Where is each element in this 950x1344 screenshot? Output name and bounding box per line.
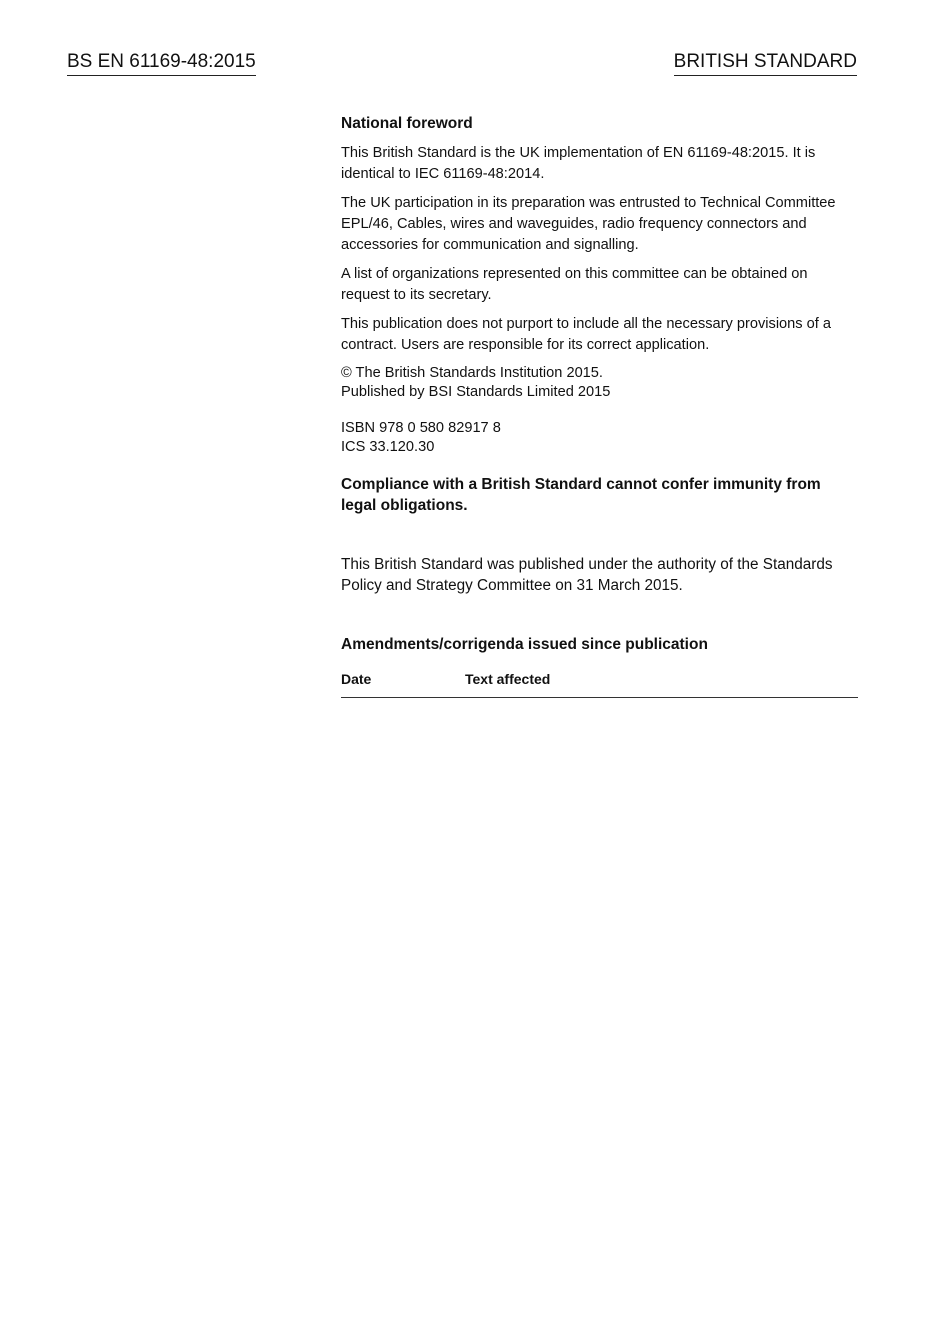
copyright-block bbox=[341, 364, 858, 402]
standard-number: BS EN 61169-48:2015 bbox=[67, 50, 256, 76]
authority-statement: This British Standard was published under the authority of the Standards Policy and Strategy Committee on 31 March 2015. bbox=[341, 556, 833, 594]
column-header-text-affected: Text affected bbox=[465, 671, 551, 687]
identifiers-block bbox=[341, 419, 858, 457]
compliance-notice: Compliance with a British Standard cannot confer immunity from legal obligations. bbox=[341, 476, 821, 514]
ics-code: ICS 33.120.30 bbox=[341, 439, 435, 455]
copyright-notice: © The British Standards Institution 2015. bbox=[341, 365, 603, 381]
foreword-paragraph-organizations: A list of organizations represented on this committee can be obtained on request to its secretary. bbox=[341, 266, 808, 303]
publisher-notice: Published by BSI Standards Limited 2015 bbox=[341, 384, 611, 400]
column-header-date: Date bbox=[341, 671, 372, 687]
amendments-title: Amendments/corrigenda issued since publication bbox=[341, 636, 708, 653]
isbn: ISBN 978 0 580 82917 8 bbox=[341, 420, 501, 436]
national-foreword bbox=[341, 113, 858, 698]
foreword-paragraph-committee: The UK participation in its preparation was entrusted to Technical Committee EPL/46, Cables, wires and waveguides, radio frequency connectors and accessories for communication and signalling. bbox=[341, 195, 836, 253]
foreword-title: National foreword bbox=[341, 115, 473, 132]
foreword-paragraph-implementation: This British Standard is the UK implementation of EN 61169-48:2015. It is identical to IEC 61169-48:2014. bbox=[341, 145, 816, 182]
standard-type: BRITISH STANDARD bbox=[674, 50, 857, 76]
foreword-paragraph-provisions: This publication does not purport to include all the necessary provisions of a contract. Users are responsible for its correct application. bbox=[341, 316, 831, 353]
amendments-table-header bbox=[341, 669, 858, 698]
